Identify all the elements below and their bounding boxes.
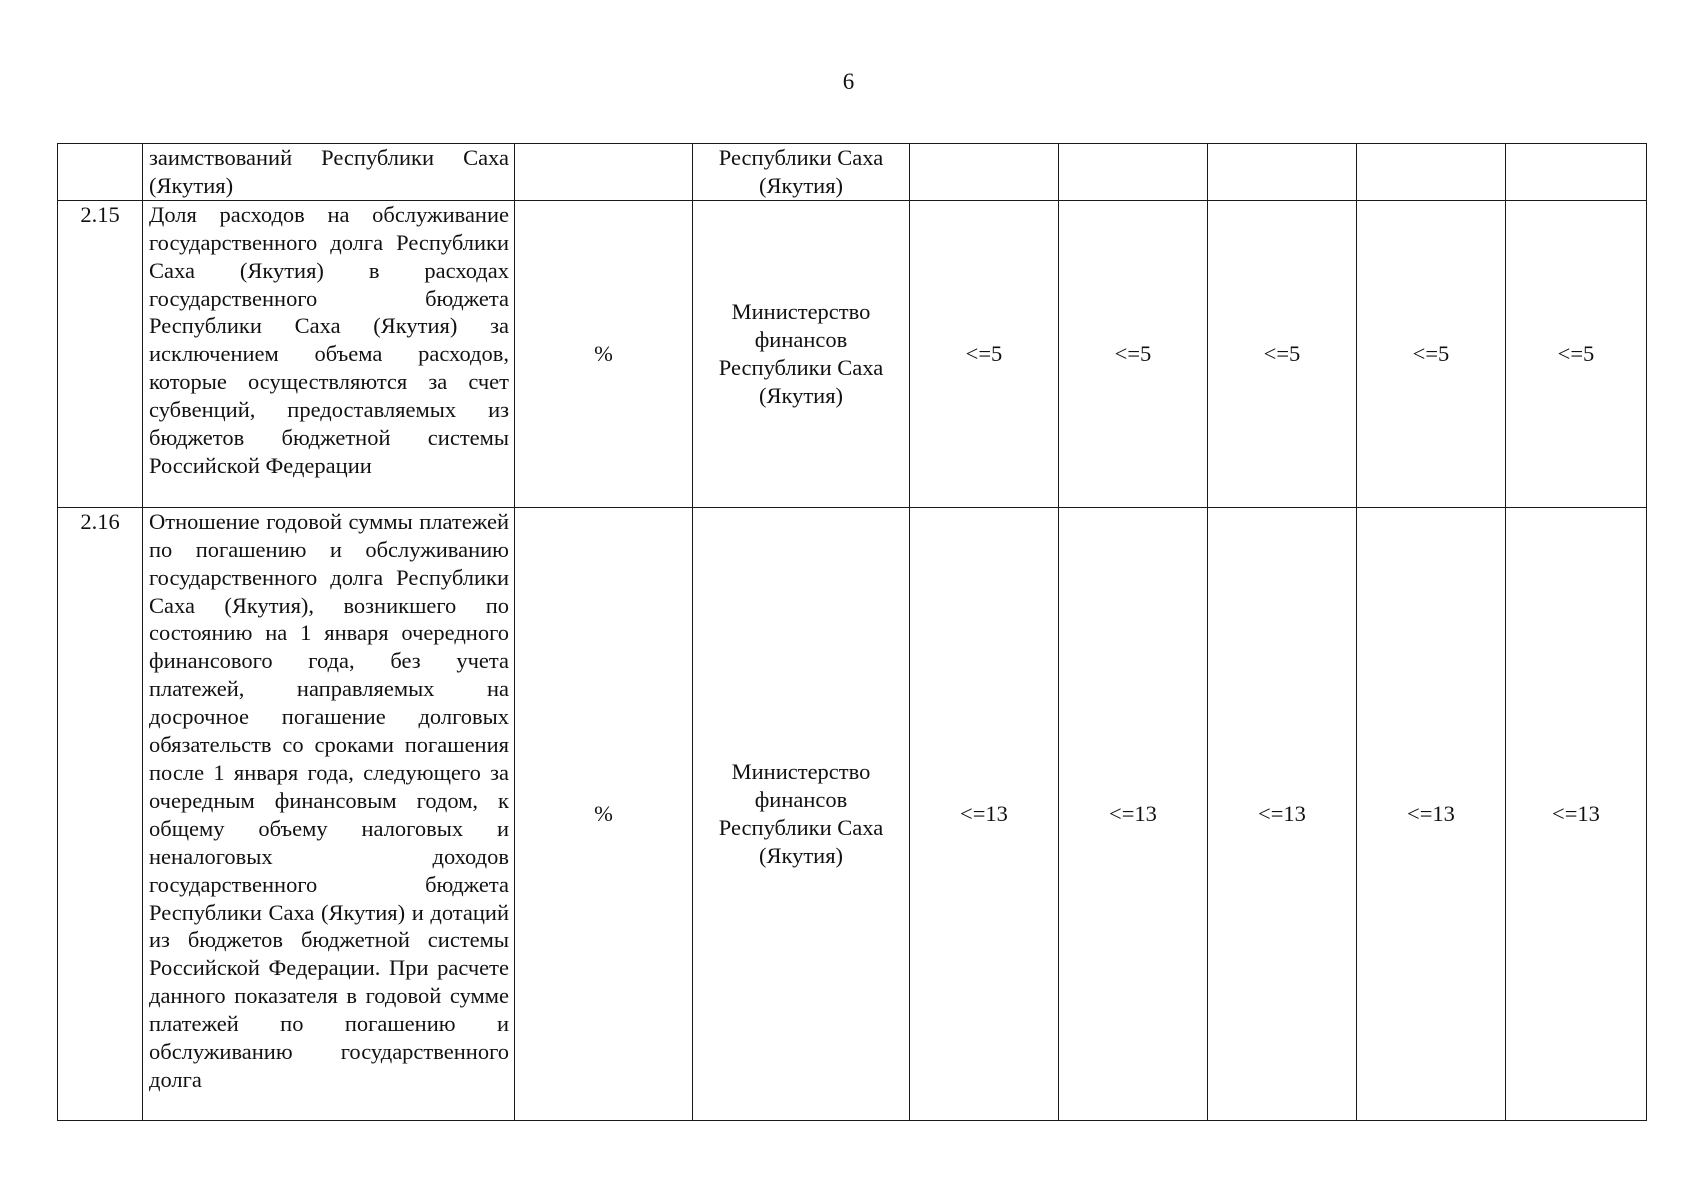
responsible-cell: Министерство финансов Республики Саха (Якутия) xyxy=(693,507,910,1120)
value-cell: <=13 xyxy=(910,507,1059,1120)
table-row xyxy=(58,200,1647,507)
value-cell xyxy=(1208,144,1357,201)
value-cell: <=5 xyxy=(910,200,1059,507)
value-cell: <=5 xyxy=(1059,200,1208,507)
value-cell: <=5 xyxy=(1506,200,1647,507)
row-number: 2.16 xyxy=(58,507,143,1120)
indicator-description: Отношение годовой суммы платежей по погашению и обслуживанию государственного долга Республики Саха (Якутия), возникшего по состоянию на 1 января очередного финансового года, без учета платежей, направляемых на досрочное погашение долговых обязательств со сроками погашения после 1 января года, следующего за очередным финансовым годом, к общему объему налоговых и неналоговых доходов государственного бюджета Республики Саха (Якутия) и дотаций из бюджетов бюджетной системы Российской Федерации. При расчете данного показателя в годовой сумме платежей по погашению и обслуживанию государственного долга xyxy=(143,507,515,1120)
value-cell: <=13 xyxy=(1059,507,1208,1120)
value-cell: <=5 xyxy=(1357,200,1506,507)
value-cell xyxy=(1059,144,1208,201)
value-cell: <=13 xyxy=(1208,507,1357,1120)
indicator-description: заимствований Республики Саха (Якутия) xyxy=(143,144,515,201)
page-number: 6 xyxy=(842,69,855,94)
table-row xyxy=(58,507,1647,1120)
row-number xyxy=(58,144,143,201)
value-cell: <=5 xyxy=(1208,200,1357,507)
value-cell: <=13 xyxy=(1506,507,1647,1120)
unit-cell: % xyxy=(515,200,693,507)
value-cell: <=13 xyxy=(1357,507,1506,1120)
value-cell xyxy=(910,144,1059,201)
unit-cell xyxy=(515,144,693,201)
value-cell xyxy=(1357,144,1506,201)
table-row xyxy=(58,144,1647,201)
row-number: 2.15 xyxy=(58,200,143,507)
indicator-description: Доля расходов на обслуживание государственного долга Республики Саха (Якутия) в расходах государственного бюджета Республики Саха (Якутия) за исключением объема расходов, которые осуществляются за счет субвенций, предоставляемых из бюджетов бюджетной системы Российской Федерации xyxy=(143,200,515,507)
responsible-cell: Министерство финансов Республики Саха (Якутия) xyxy=(693,200,910,507)
indicators-table xyxy=(57,143,1647,1121)
unit-cell: % xyxy=(515,507,693,1120)
value-cell xyxy=(1506,144,1647,201)
responsible-cell: Республики Саха (Якутия) xyxy=(693,144,910,201)
